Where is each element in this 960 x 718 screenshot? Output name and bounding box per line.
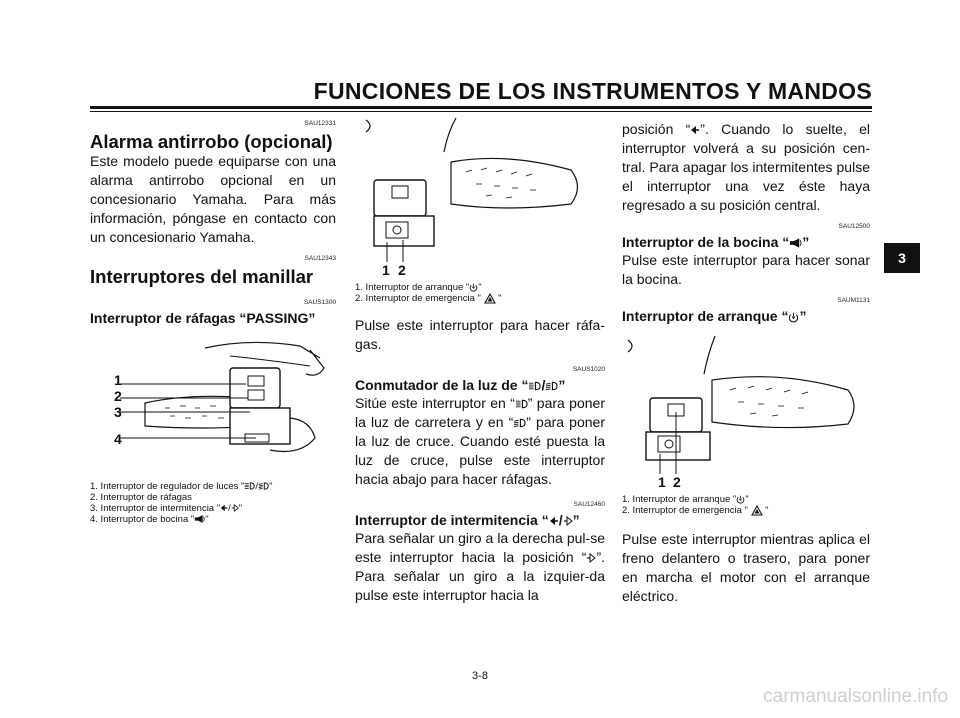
header-rule — [90, 106, 872, 109]
section-code: SAU12343 — [304, 255, 336, 262]
start-icon — [469, 283, 478, 292]
high-beam-icon — [515, 399, 528, 409]
turn-left-icon — [549, 516, 559, 526]
caption-2: 2. Interruptor de ráfagas — [90, 492, 192, 503]
section-title-horn: Interruptor de la bocina “ ” — [622, 234, 810, 250]
section-title-dimmer: Conmutador de la luz de “ / ” — [355, 377, 566, 394]
column-3-lower — [622, 494, 870, 606]
horn-body: Pulse este interruptor para hacer sonar la bocina. — [622, 252, 870, 287]
watermark: carmanualsonline.info — [763, 686, 948, 707]
column-1 — [90, 120, 336, 327]
callout-3: 3 — [114, 404, 122, 420]
turn-right-icon — [563, 516, 573, 526]
callout-1: 1 — [382, 262, 390, 278]
section-code: SAU12331 — [304, 120, 336, 127]
callout-4: 4 — [114, 431, 122, 447]
page-header-title: FUNCIONES DE LOS INSTRUMENTOS Y MANDOS — [313, 78, 872, 104]
section-title-start: Interruptor de arranque “ ” — [622, 308, 807, 324]
caption-1: 1. Interruptor de arranque " " — [355, 282, 482, 293]
horn-icon — [789, 238, 802, 248]
column-3 — [622, 120, 870, 325]
turn-right-icon — [586, 553, 596, 563]
section-title-switches: Interruptores del manillar — [90, 266, 314, 287]
turn-left-icon — [220, 504, 228, 512]
caption-1: 1. Interruptor de arranque " " — [622, 494, 749, 505]
high-beam-icon — [244, 482, 255, 490]
caption-3: 3. Interruptor de intermitencia " / " — [90, 503, 243, 514]
page-number: 3-8 — [472, 670, 488, 682]
low-beam-icon — [258, 482, 269, 490]
left-handlebar-figure — [110, 338, 336, 468]
callout-2: 2 — [114, 388, 122, 404]
hazard-icon — [751, 505, 763, 516]
high-beam-icon — [528, 381, 541, 391]
callout-2: 2 — [673, 474, 681, 490]
turn-right-icon — [231, 504, 239, 512]
alarm-body: Este modelo puede equiparse con una alarma antirrobo opcional en un concesionario Yamaha. Para más información, póngase en contacto con un concesionario Yamaha. — [90, 153, 336, 245]
section-code: SAU12460 — [573, 501, 605, 509]
section-code: SAUS1300 — [303, 299, 336, 306]
section-code: SAUS1020 — [572, 366, 605, 374]
low-beam-icon — [545, 381, 558, 391]
passing-body: Pulse este interruptor para hacer ráfa-gas. — [355, 317, 605, 353]
caption-1: 1. Interruptor de regulador de luces " / " — [90, 481, 273, 492]
section-code: SAU12500 — [838, 223, 870, 230]
caption-4: 4. Interruptor de bocina " " — [90, 514, 209, 525]
low-beam-icon — [513, 418, 526, 428]
start-icon — [788, 312, 799, 323]
dimmer-body: Sitúe este interruptor en “ ” para poner la luz de carretera y en “ ” para poner la luz de cruce. Cuando esté puesta la luz de cruce, pulse este interruptor hacia abajo para hacer ráfagas. — [355, 395, 605, 488]
section-code: SAUM1131 — [837, 297, 870, 304]
caption-2: 2. Interruptor de emergencia " " — [355, 293, 502, 305]
caption-2: 2. Interruptor de emergencia " " — [622, 505, 769, 517]
column-2 — [355, 282, 605, 605]
start-icon — [736, 495, 745, 504]
section-title-alarm: Alarma antirrobo (opcional) — [90, 131, 333, 152]
turn-left-icon — [690, 125, 700, 135]
section-title-passing: Interruptor de ráfagas “PASSING” — [90, 310, 316, 326]
figure-1-captions — [90, 481, 340, 525]
right-handlebar-figure — [356, 112, 586, 272]
section-title-turn: Interruptor de intermitencia “ / ” — [355, 512, 580, 529]
callout-2: 2 — [398, 262, 406, 278]
start-switch-figure — [620, 334, 868, 484]
horn-icon — [194, 515, 205, 523]
chapter-tab: 3 — [884, 243, 920, 273]
start-body: Pulse este interruptor mientras aplica el freno delantero o trasero, para poner en marcha el motor con el arranque eléctrico. — [622, 531, 870, 605]
turn-body: Para señalar un giro a la derecha pul-se este interruptor hacia la posición “ ”. Para señalar un giro a la izquier-da pulse este interruptor hacia la — [355, 530, 605, 604]
callout-1: 1 — [114, 372, 122, 388]
turn-body-continued: posición “ ”. Cuando lo suelte, el interruptor volverá a su posición cen-tral. Para apagar los intermitentes pulse el interruptor una vez éste haya regresado a su posición central. — [622, 121, 870, 213]
hazard-icon — [484, 293, 496, 304]
callout-1: 1 — [658, 474, 666, 490]
